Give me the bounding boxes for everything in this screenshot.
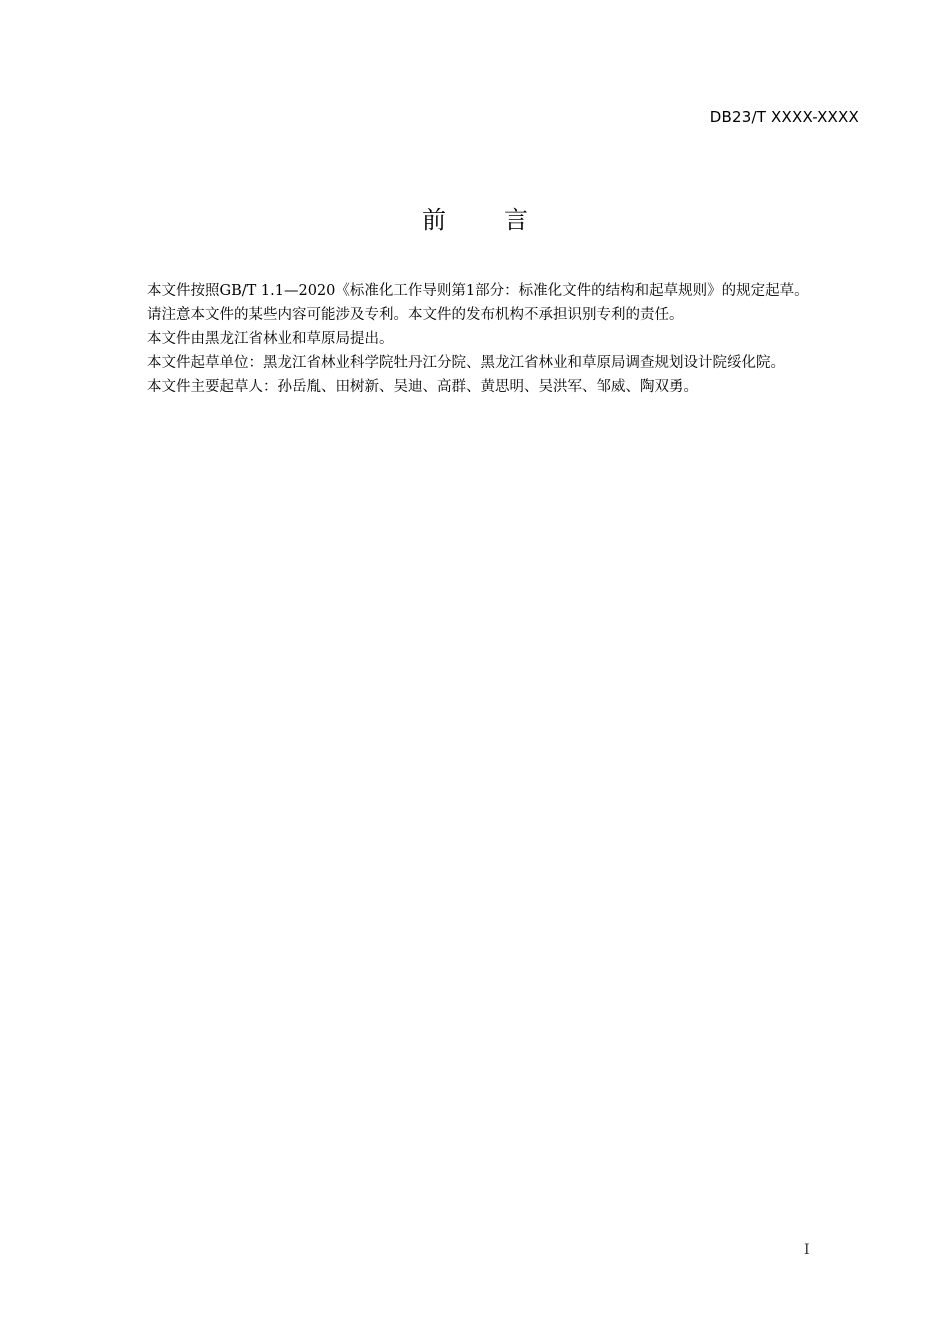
preface-body — [113, 279, 861, 399]
paragraph-drafting-units: 本文件起草单位：黑龙江省林业科学院牡丹江分院、黑龙江省林业和草原局调查规划设计院绥化院。 — [147, 355, 785, 371]
page-number: I — [804, 1242, 810, 1258]
paragraph-proposer: 本文件由黑龙江省林业和草原局提出。 — [147, 331, 394, 347]
document-code: DB23/T XXXX-XXXX — [709, 108, 859, 126]
paragraph-patent-notice: 请注意本文件的某些内容可能涉及专利。本文件的发布机构不承担识别专利的责任。 — [147, 307, 684, 323]
page-title: 前言 — [422, 206, 586, 234]
paragraph-drafting-rules: 本文件按照GB/T 1.1—2020《标准化工作导则第1部分：标准化文件的结构和起草规则》的规定起草。 — [147, 283, 809, 299]
paragraph-drafters: 本文件主要起草人：孙岳胤、田树新、吴迪、高群、黄思明、吴洪军、邹威、陶双勇。 — [147, 379, 698, 395]
